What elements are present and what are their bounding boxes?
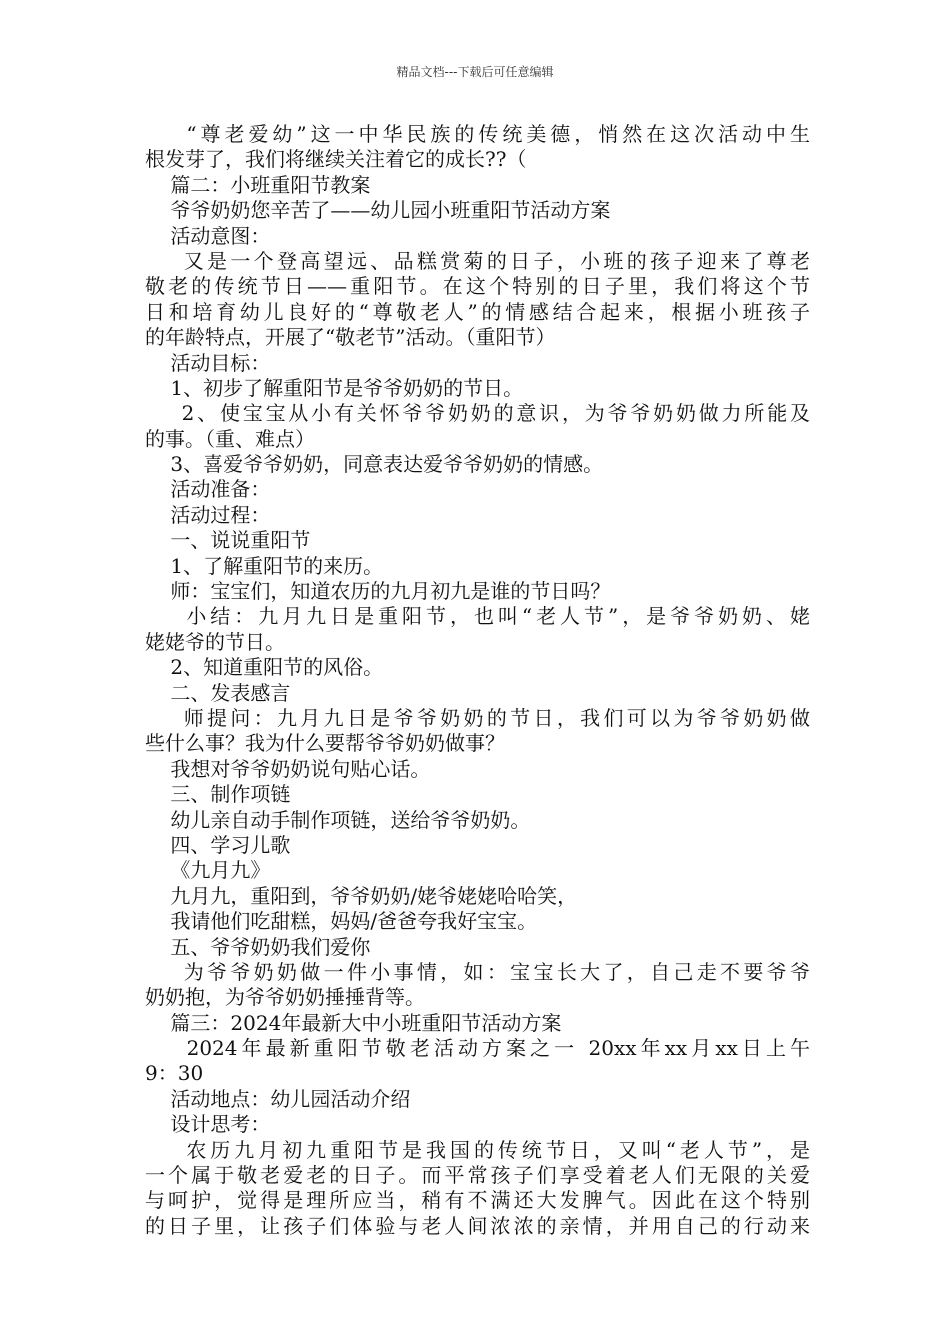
text-line: 的事。（重、难点） — [145, 426, 315, 451]
text-line: 我想对爷爷奶奶说句贴心话。 — [145, 756, 431, 781]
text-line: 师：宝宝们，知道农历的九月初九是谁的节日吗？ — [145, 579, 611, 604]
text-line: 《九月九》 — [145, 858, 271, 883]
text-line: 三、制作项链 — [145, 782, 291, 807]
text-line: 活动意图： — [145, 223, 271, 248]
text-line: 奶奶抱，为爷爷奶奶捶捶背等。 — [145, 985, 425, 1010]
text-line: 我请他们吃甜糕，妈妈/爸爸夸我好宝宝。 — [145, 909, 538, 934]
text-line: 些什么事？我为什么要帮爷爷奶奶做事？ — [145, 731, 505, 756]
text-line: 1、初步了解重阳节是爷爷奶奶的节日。 — [145, 375, 524, 400]
text-line: 农历九月初九重阳节是我国的传统节日，又叫“老人节”，是 — [145, 1137, 810, 1162]
text-line: 活动过程： — [145, 502, 271, 527]
text-line: “尊老爱幼”这一中华民族的传统美德，悄然在这次活动中生 — [145, 122, 810, 146]
page-header: 精品文档---下载后可任意编辑 — [396, 65, 554, 79]
text-line: 九月九，重阳到，爷爷奶奶/姥爷姥姥哈哈笑， — [145, 883, 578, 908]
text-line: 姥姥爷的节日。 — [145, 629, 285, 654]
text-line: 二、发表感言 — [145, 680, 291, 705]
text-line: 的日子里，让孩子们体验与老人间浓浓的亲情，并用自己的行动来 — [145, 1213, 810, 1238]
text-line: 篇三：2024年最新大中小班重阳节活动方案 — [145, 1010, 562, 1035]
text-line: 又是一个登高望远、品糕赏菊的日子，小班的孩子迎来了尊老 — [145, 248, 811, 273]
text-line: 幼儿亲自动手制作项链，送给爷爷奶奶。 — [145, 807, 531, 832]
text-line: 2、使宝宝从小有关怀爷爷奶奶的意识，为爷爷奶奶做力所能及 — [145, 401, 810, 426]
text-line: 活动地点：幼儿园活动介绍 — [145, 1086, 411, 1111]
text-line: 的年龄特点，开展了“敬老节”活动。（重阳节） — [145, 325, 556, 350]
text-line: 爷爷奶奶您辛苦了——幼儿园小班重阳节活动方案 — [145, 198, 611, 223]
text-line: 一、说说重阳节 — [145, 528, 311, 553]
text-line: 师提问：九月九日是爷爷奶奶的节日，我们可以为爷爷奶奶做 — [145, 705, 811, 730]
text-line: 日和培育幼儿良好的“尊敬老人”的情感结合起来，根据小班孩子 — [145, 299, 810, 324]
text-line: 五、爷爷奶奶我们爱你 — [145, 934, 371, 959]
text-line: 为爷爷奶奶做一件小事情，如：宝宝长大了，自己走不要爷爷 — [145, 959, 811, 984]
text-line: 四、学习儿歌 — [145, 832, 291, 857]
text-line: 篇二：小班重阳节教案 — [145, 172, 371, 197]
text-line: 活动准备： — [145, 477, 271, 502]
text-line: 9：30 — [145, 1061, 204, 1086]
text-line: 小结：九月九日是重阳节，也叫“老人节”，是爷爷奶奶、姥 — [145, 604, 810, 629]
text-line: 根发芽了，我们将继续关注着它的成长??（ — [145, 147, 527, 172]
text-line: 2、知道重阳节的风俗。 — [145, 655, 384, 680]
text-line: 与呵护，觉得是理所应当，稍有不满还大发脾气。因此在这个特别 — [145, 1188, 810, 1213]
text-line: 一个属于敬老爱老的日子。而平常孩子们享受着老人们无限的关爱 — [145, 1163, 810, 1188]
text-line: 敬老的传统节日——重阳节。在这个特别的日子里，我们将这个节 — [145, 274, 810, 299]
text-line: 3、喜爱爷爷奶奶，同意表达爱爷爷奶奶的情感。 — [145, 452, 604, 477]
text-line: 1、了解重阳节的来历。 — [145, 553, 384, 578]
text-line: 设计思考： — [145, 1112, 271, 1137]
text-line: 活动目标： — [145, 350, 271, 375]
text-line: 2024年最新重阳节敬老活动方案之一 20xx年xx月xx日上午 — [145, 1036, 810, 1061]
document-body — [145, 122, 810, 1239]
